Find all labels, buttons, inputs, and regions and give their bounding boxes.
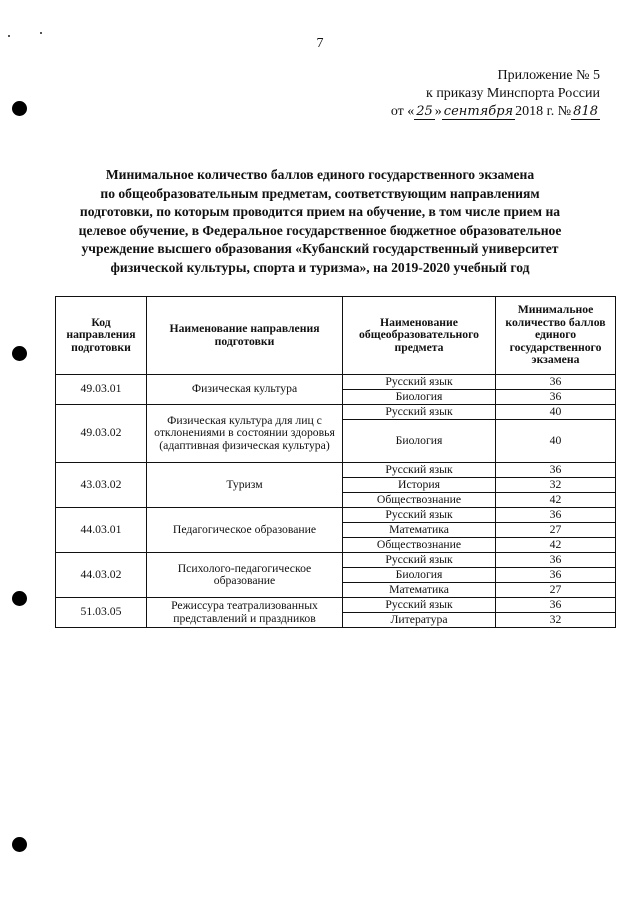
punch-hole [12, 591, 27, 606]
table-row [56, 405, 616, 420]
cell-subject: Русский язык [343, 405, 496, 420]
cell-subject: Русский язык [343, 463, 496, 478]
appendix-block [360, 67, 600, 121]
cell-score: 36 [496, 463, 616, 478]
cell-subject: Математика [343, 523, 496, 538]
table-row [56, 598, 616, 613]
cell-subject: Биология [343, 390, 496, 405]
cell-code: 49.03.01 [56, 375, 147, 405]
cell-code: 44.03.01 [56, 508, 147, 553]
header-code: Код направления подготовки [56, 297, 147, 375]
title-line: Минимальное количество баллов единого государственного экзамена [105, 167, 535, 182]
title-line: учреждение высшего образования «Кубанский государственный университет [81, 241, 559, 256]
cell-subject: Обществознание [343, 493, 496, 508]
header-subject: Наименование общеобразовательного предмета [343, 297, 496, 375]
title-line: целевое обучение, в Федеральное государственное бюджетное образовательное [78, 222, 562, 238]
handwritten-order-number: 818 [573, 104, 598, 119]
year-text: 2018 г. № [515, 104, 572, 119]
table-body [56, 375, 616, 628]
cell-score: 40 [496, 420, 616, 463]
cell-code: 43.03.02 [56, 463, 147, 508]
cell-subject: Математика [343, 583, 496, 598]
cell-direction: Педагогическое образование [147, 508, 343, 553]
handwritten-month: сентября [443, 104, 514, 119]
cell-score: 36 [496, 375, 616, 390]
cell-code: 49.03.02 [56, 405, 147, 463]
date-prefix: от « [390, 104, 415, 119]
cell-score: 36 [496, 508, 616, 523]
handwritten-day: 25 [416, 104, 433, 119]
cell-score: 27 [496, 583, 616, 598]
cell-subject: Русский язык [343, 598, 496, 613]
title-line: подготовки, по которым проводится прием на обучение, в том числе прием на [79, 204, 561, 219]
cell-code: 44.03.02 [56, 553, 147, 598]
cell-score: 42 [496, 538, 616, 553]
table-row [56, 553, 616, 568]
appendix-line-1: Приложение № 5 [497, 68, 600, 83]
table-row [56, 375, 616, 390]
appendix-line-2: к приказу Минспорта России [426, 86, 600, 101]
date-mid: » [434, 104, 442, 119]
cell-direction: Психолого-педагогическое образование [147, 553, 343, 598]
cell-direction: Туризм [147, 463, 343, 508]
cell-score: 36 [496, 568, 616, 583]
table-row [56, 508, 616, 523]
appendix-line-3 [360, 103, 600, 121]
table-header-row [56, 297, 616, 375]
cell-subject: Русский язык [343, 508, 496, 523]
punch-hole [12, 346, 27, 361]
cell-direction: Физическая культура для лиц с отклонениями в состоянии здоровья (адаптивная физическая культура) [147, 405, 343, 463]
header-direction: Наименование направления подготовки [147, 297, 343, 375]
punch-hole [12, 101, 27, 116]
cell-subject: Русский язык [343, 553, 496, 568]
page-number: 7 [316, 36, 324, 51]
cell-direction: Режиссура театрализованных представлений и праздников [147, 598, 343, 628]
header-min-score: Минимальное количество баллов единого государственного экзамена [496, 297, 616, 375]
cell-score: 32 [496, 613, 616, 628]
scan-speck [40, 32, 42, 34]
title-line: физической культуры, спорта и туризма», на 2019-2020 учебный год [110, 259, 530, 275]
cell-subject: Обществознание [343, 538, 496, 553]
title-line: по общеобразовательным предметам, соответствующим направлениям [100, 185, 540, 201]
cell-score: 42 [496, 493, 616, 508]
document-title [30, 166, 610, 277]
cell-subject: Русский язык [343, 375, 496, 390]
cell-code: 51.03.05 [56, 598, 147, 628]
cell-subject: История [343, 478, 496, 493]
cell-direction: Физическая культура [147, 375, 343, 405]
scores-table [55, 296, 616, 628]
table-row [56, 463, 616, 478]
cell-subject: Биология [343, 568, 496, 583]
cell-score: 36 [496, 390, 616, 405]
cell-subject: Биология [343, 420, 496, 463]
cell-subject: Литература [343, 613, 496, 628]
punch-hole [12, 837, 27, 852]
cell-score: 40 [496, 405, 616, 420]
cell-score: 36 [496, 598, 616, 613]
cell-score: 36 [496, 553, 616, 568]
cell-score: 27 [496, 523, 616, 538]
cell-score: 32 [496, 478, 616, 493]
